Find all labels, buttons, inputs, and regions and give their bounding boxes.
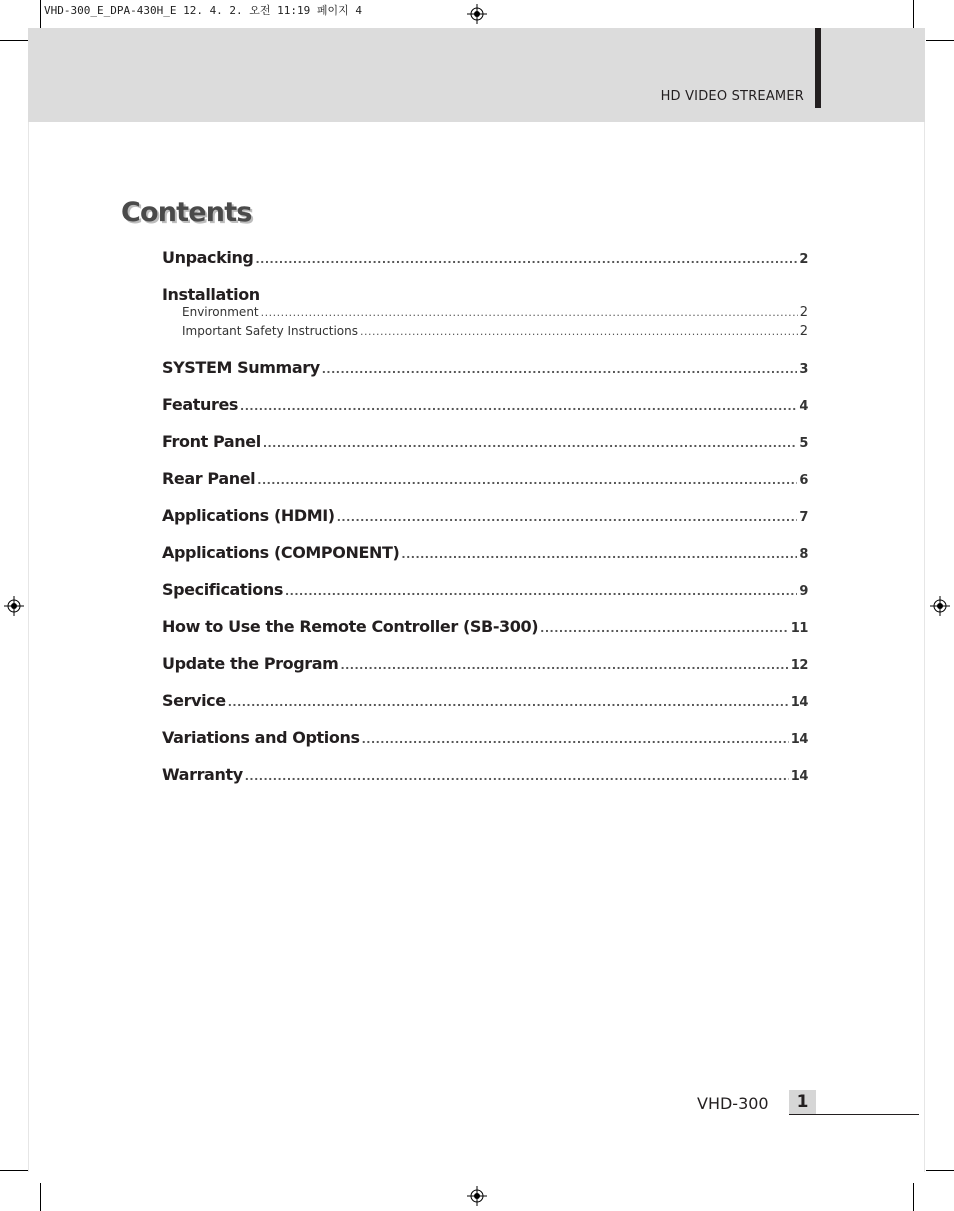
toc-entry[interactable] <box>162 765 808 792</box>
toc-entry[interactable] <box>162 654 808 681</box>
header-title: HD VIDEO STREAMER <box>660 89 804 104</box>
toc-entry-label: Warranty <box>162 765 243 784</box>
toc-entry[interactable] <box>162 728 808 755</box>
header-band <box>28 28 925 122</box>
toc-leader <box>362 733 789 746</box>
toc-entry-label: Unpacking <box>162 248 254 267</box>
registration-mark-icon <box>4 596 24 616</box>
toc-entry-page: 3 <box>799 362 808 377</box>
table-of-contents <box>162 248 808 802</box>
toc-entry-label: Service <box>162 691 226 710</box>
toc-entry-page: 14 <box>790 732 808 747</box>
toc-leader <box>263 437 798 450</box>
crop-mark <box>40 0 41 28</box>
toc-entry-label: Update the Program <box>162 654 339 673</box>
toc-entry-label: Specifications <box>162 580 283 599</box>
toc-leader <box>257 474 797 487</box>
toc-entry[interactable] <box>162 248 808 275</box>
toc-leader <box>322 363 798 376</box>
footer-model-name: VHD-300 <box>697 1094 769 1113</box>
crop-mark <box>913 1183 914 1211</box>
crop-mark <box>926 40 954 41</box>
registration-mark-icon <box>467 4 487 24</box>
toc-entry-label: Rear Panel <box>162 469 256 488</box>
toc-entry[interactable] <box>162 469 808 496</box>
header-accent-bar <box>815 28 821 108</box>
page-edge <box>28 122 29 1172</box>
toc-leader <box>540 622 789 635</box>
page-title: Contents <box>121 197 252 228</box>
toc-entry-label: Applications (HDMI) <box>162 506 335 525</box>
crop-mark <box>40 1183 41 1211</box>
toc-leader <box>360 325 798 338</box>
crop-mark <box>0 1170 28 1171</box>
footer-rule <box>789 1114 919 1115</box>
print-slug: VHD-300_E_DPA-430H_E 12. 4. 2. 오전 11:19 페이지 4 <box>44 4 363 17</box>
toc-entry-page: 11 <box>790 621 808 636</box>
toc-subentry-page: 2 <box>799 324 808 339</box>
toc-leader <box>261 306 798 319</box>
toc-entry-page: 14 <box>790 769 808 784</box>
registration-mark-icon <box>467 1186 487 1206</box>
toc-entry-page: 9 <box>799 584 808 599</box>
toc-leader <box>401 548 797 561</box>
toc-entry-label: Variations and Options <box>162 728 360 747</box>
toc-subentry[interactable] <box>162 305 808 324</box>
toc-entry[interactable] <box>162 617 808 644</box>
toc-leader <box>337 511 798 524</box>
toc-subentry-page: 2 <box>799 305 808 320</box>
toc-entry[interactable] <box>162 395 808 422</box>
toc-entry-page: 4 <box>799 399 808 414</box>
registration-mark-icon <box>930 596 950 616</box>
toc-entry-page: 14 <box>790 695 808 710</box>
toc-entry-label: SYSTEM Summary <box>162 358 320 377</box>
toc-leader <box>228 696 789 709</box>
toc-entry[interactable] <box>162 543 808 570</box>
toc-entry-page: 12 <box>790 658 808 673</box>
toc-entry-page: 8 <box>799 547 808 562</box>
toc-subentry[interactable] <box>162 324 808 343</box>
toc-section-heading[interactable]: Installation <box>162 285 260 304</box>
crop-mark <box>926 1170 954 1171</box>
page-edge <box>924 122 925 1172</box>
toc-entry[interactable] <box>162 580 808 607</box>
toc-entry[interactable] <box>162 358 808 385</box>
toc-entry[interactable] <box>162 691 808 718</box>
toc-leader <box>240 400 797 413</box>
page-number: 1 <box>789 1090 816 1115</box>
toc-leader <box>256 253 798 266</box>
toc-entry-label: How to Use the Remote Controller (SB-300) <box>162 617 539 636</box>
toc-entry-label: Front Panel <box>162 432 261 451</box>
toc-entry-page: 7 <box>799 510 808 525</box>
toc-group-installation <box>162 285 808 343</box>
toc-entry-label: Applications (COMPONENT) <box>162 543 400 562</box>
toc-entry-page: 2 <box>799 252 808 267</box>
toc-entry[interactable] <box>162 432 808 459</box>
toc-subentry-label: Important Safety Instructions <box>182 324 358 338</box>
toc-entry-page: 5 <box>799 436 808 451</box>
toc-entry[interactable] <box>162 506 808 533</box>
toc-leader <box>340 659 788 672</box>
toc-leader <box>285 585 797 598</box>
toc-subentry-label: Environment <box>182 305 259 319</box>
crop-mark <box>0 40 28 41</box>
toc-leader <box>245 770 789 783</box>
crop-mark <box>913 0 914 28</box>
toc-entry-page: 6 <box>799 473 808 488</box>
toc-entry-label: Features <box>162 395 239 414</box>
